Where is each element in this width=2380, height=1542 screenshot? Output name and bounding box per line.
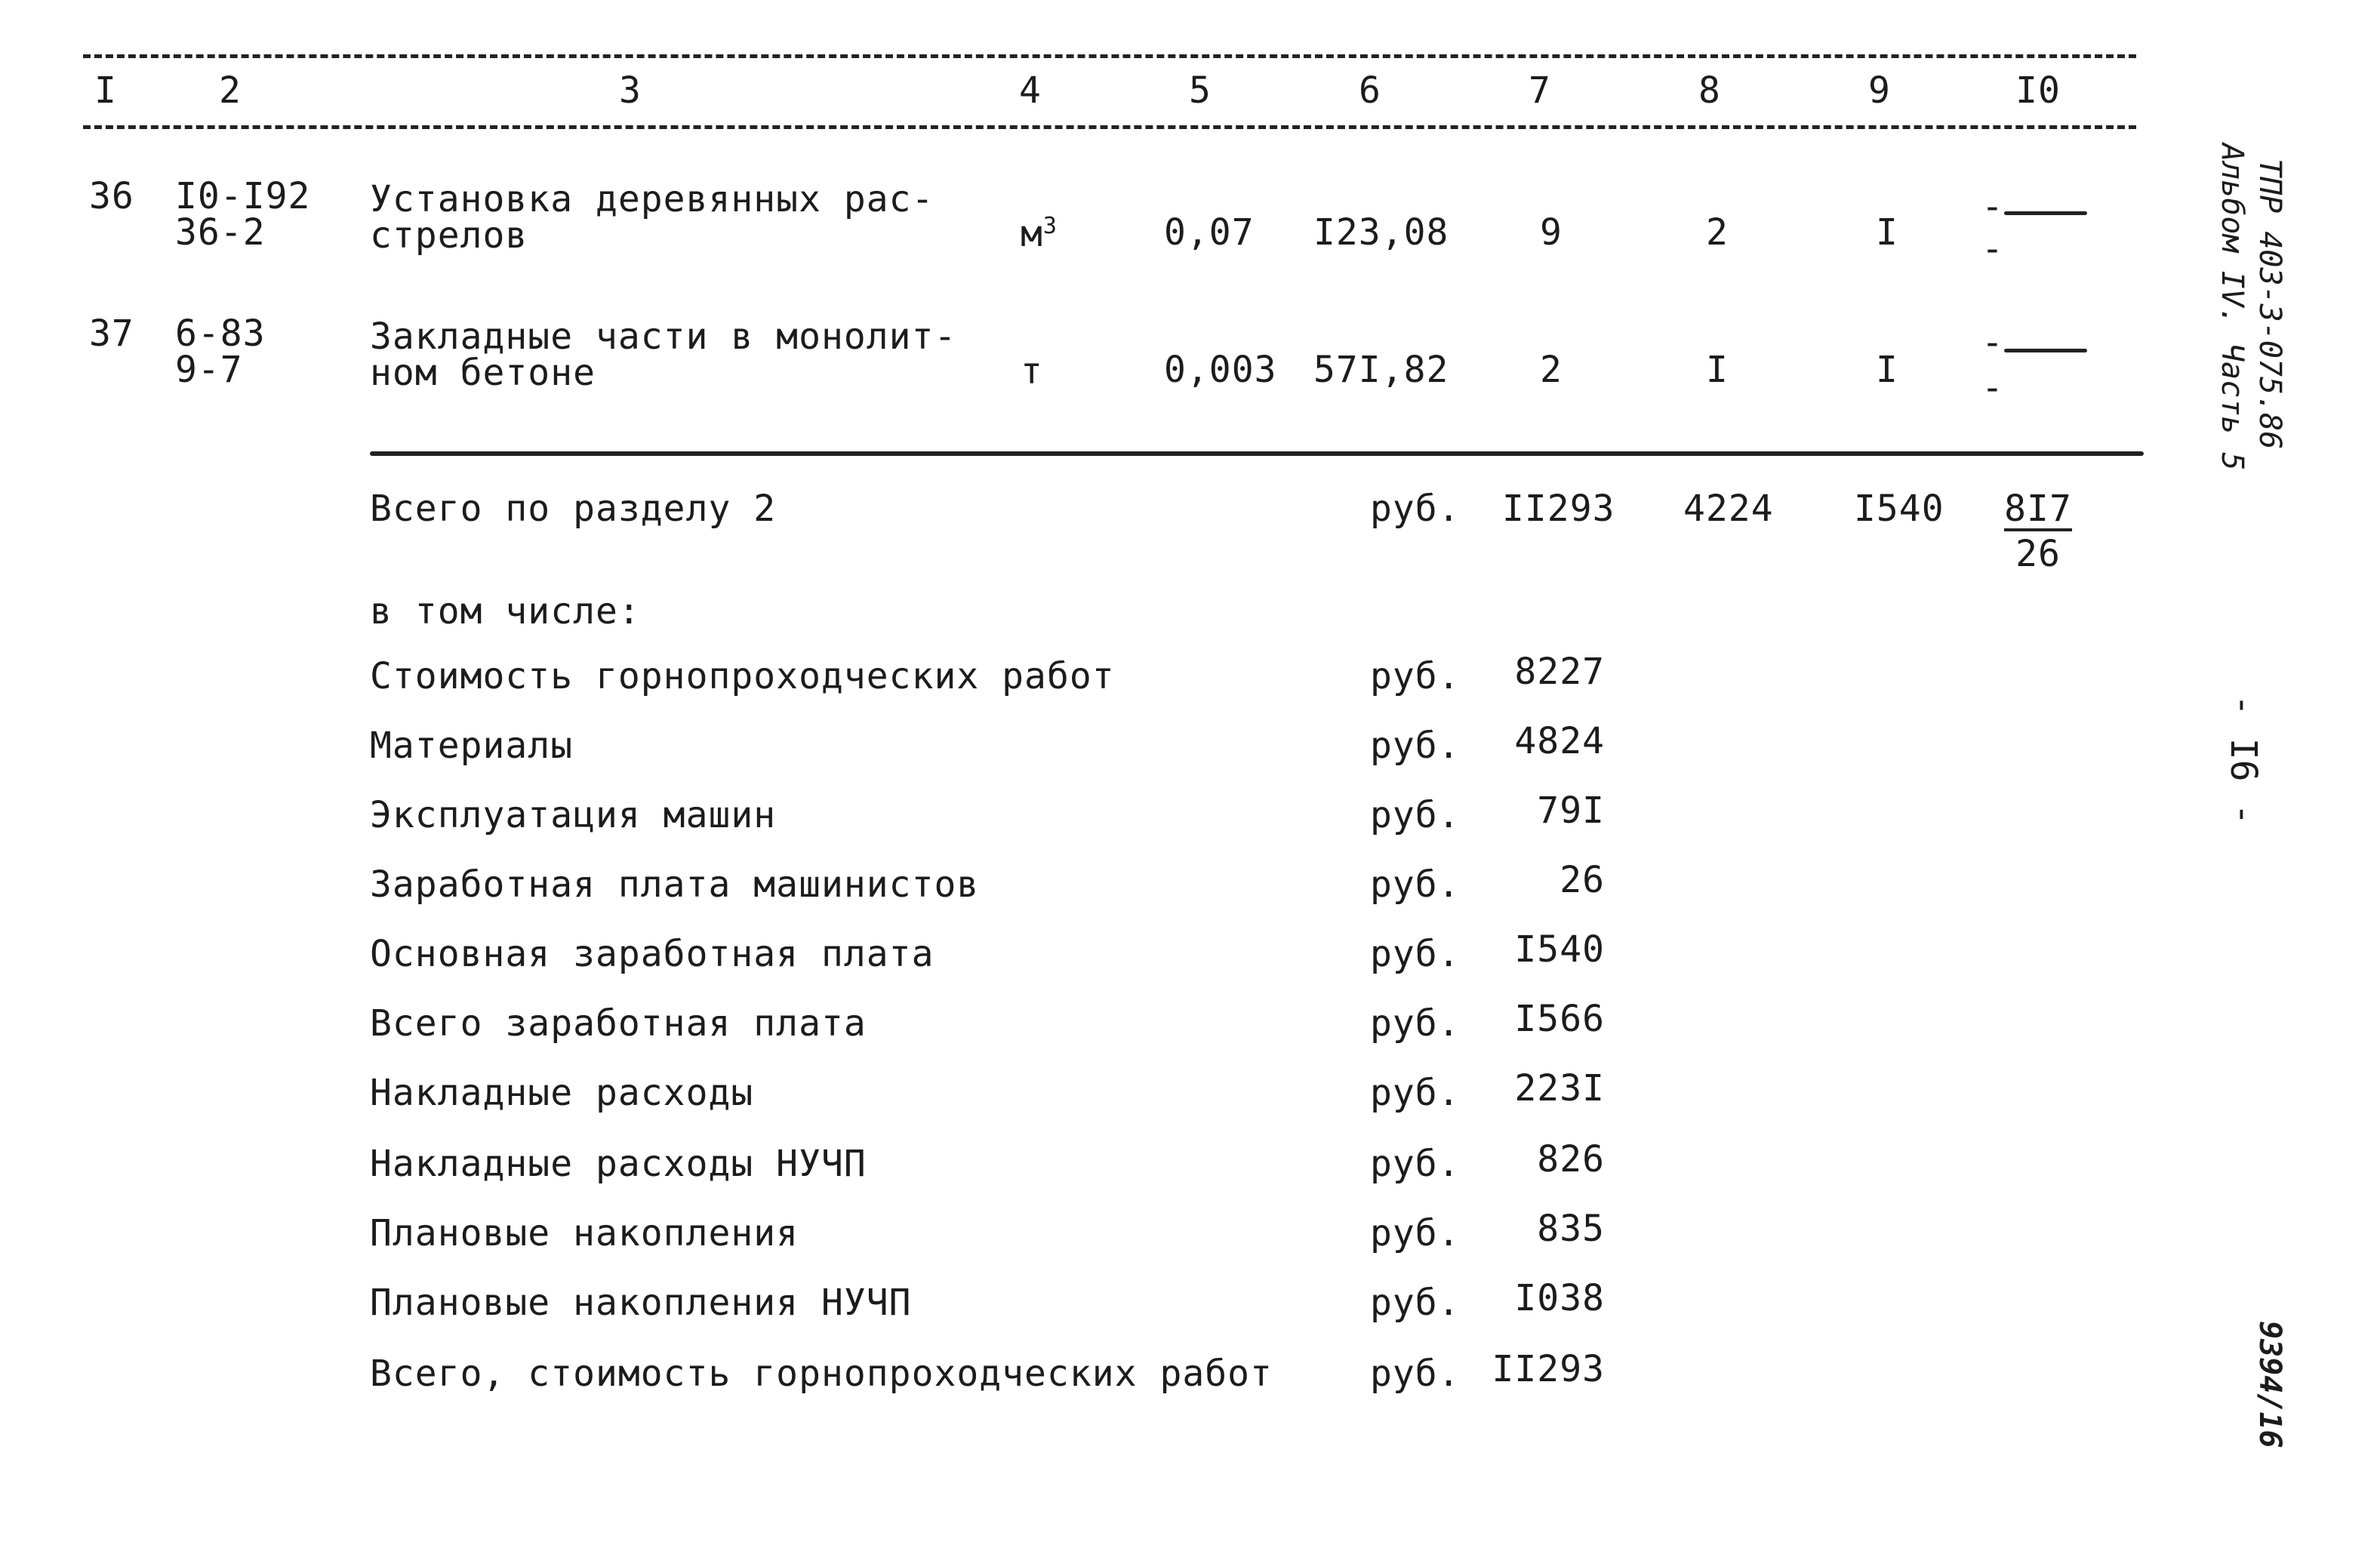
col-header-7: 7 [1529,69,1551,112]
col-header-8: 8 [1698,69,1721,112]
breakdown-value: I540 [1514,928,1605,971]
row-36-col7: 9 [1540,211,1563,254]
total-col7: II293 [1502,488,1615,530]
row-36-desc-line2: стрелов [370,214,528,257]
total-col10-bottom: 26 [2015,533,2061,575]
breakdown-label: Основная заработная плата [370,933,934,975]
row-37-desc-line2: ном бетоне [370,352,596,394]
breakdown-label: Заработная плата машинистов [370,863,980,906]
margin-stamp-line1: ТПР 403-3-075.86 [2252,159,2287,450]
row-37-unit: т [1021,350,1043,392]
breakdown-unit: руб. [1370,1072,1461,1114]
archive-number: 9394/16 [2252,1321,2287,1448]
breakdown-value: 8227 [1514,651,1605,693]
breakdown-unit: руб. [1370,933,1461,975]
breakdown-label: Всего заработная плата [370,1002,867,1045]
row-37-col10-bottom: - [1981,367,2004,409]
breakdown-unit: руб. [1370,655,1461,697]
breakdown-value: 835 [1537,1208,1605,1250]
breakdown-value: 26 [1559,859,1605,901]
header-bottom-rule [83,125,2136,129]
total-label: Всего по разделу 2 [370,488,777,530]
breakdown-value: I566 [1514,998,1605,1040]
row-37-col9: I [1876,349,1898,391]
breakdown-value: 826 [1537,1138,1605,1180]
breakdown-label: Материалы [370,725,574,767]
total-unit: руб. [1370,488,1461,530]
breakdown-unit: руб. [1370,1282,1461,1324]
row-37-col10-top: - [1981,322,2004,364]
breakdown-label: Стоимость горнопроходческих работ [370,655,1115,697]
row-36-code-line1: I0-I92 [175,175,311,217]
col-header-10: I0 [2015,69,2061,112]
page-number: - I6 - [2222,694,2265,826]
row-36-col10-bottom: - [1981,228,2004,270]
col-header-5: 5 [1189,69,1212,112]
row-37-col10-rule [2004,349,2087,352]
breakdown-value: I038 [1514,1277,1605,1319]
row-36-col10-rule [2004,211,2087,215]
breakdown-unit: руб. [1370,1002,1461,1045]
section-divider [370,451,2144,456]
row-37-code-line1: 6-83 [175,312,266,355]
breakdown-label: Накладные расходы НУЧП [370,1143,867,1185]
row-37-col7: 2 [1540,349,1563,391]
col-header-2: 2 [219,69,242,112]
row-36-code-line2: 36-2 [175,211,266,254]
total-col8: 4224 [1683,488,1774,530]
col-header-1: I [94,69,117,112]
including-label: в том числе: [370,590,641,632]
breakdown-label: Накладные расходы [370,1072,754,1114]
breakdown-value: 223I [1514,1067,1605,1110]
breakdown-unit: руб. [1370,1212,1461,1254]
col-header-9: 9 [1868,69,1891,112]
total-col10 [2004,488,2072,575]
row-37-col8: I [1706,349,1729,391]
breakdown-label: Плановые накопления [370,1212,799,1254]
breakdown-value: 4824 [1514,720,1605,762]
header-top-rule [83,54,2136,58]
breakdown-value: 79I [1537,789,1605,832]
total-col9: I540 [1854,488,1944,530]
col-header-3: 3 [619,69,642,112]
row-36-price: I23,08 [1313,211,1449,254]
total-col10-top: 8I7 [2004,488,2072,530]
breakdown-label: Всего, стоимость горнопроходческих работ [370,1353,1273,1395]
row-36-desc-line1: Установка деревянных рас- [370,178,934,220]
margin-stamp-line2: Альбом IV. Часть 5 [2215,143,2249,471]
row-37-code-line2: 9-7 [175,349,243,391]
breakdown-unit: руб. [1370,725,1461,767]
breakdown-value: II293 [1492,1348,1605,1390]
row-37-desc-line1: Закладные части в монолит- [370,315,957,358]
breakdown-label: Эксплуатация машин [370,794,777,836]
breakdown-unit: руб. [1370,1353,1461,1395]
breakdown-label: Плановые накопления НУЧП [370,1282,912,1324]
row-37-number: 37 [89,312,134,355]
row-36-col10-top: - [1981,186,2004,228]
row-36-col8: 2 [1706,211,1729,254]
row-36-col9: I [1876,211,1898,254]
breakdown-unit: руб. [1370,1143,1461,1185]
row-36-unit: $м^3$ [1021,213,1058,255]
row-37-quantity: 0,003 [1164,349,1277,391]
breakdown-unit: руб. [1370,863,1461,906]
row-37-price: 57I,82 [1313,349,1449,391]
breakdown-unit: руб. [1370,794,1461,836]
col-header-6: 6 [1359,69,1381,112]
row-36-quantity: 0,07 [1164,211,1255,254]
col-header-4: 4 [1019,69,1042,112]
row-36-number: 36 [89,175,134,217]
